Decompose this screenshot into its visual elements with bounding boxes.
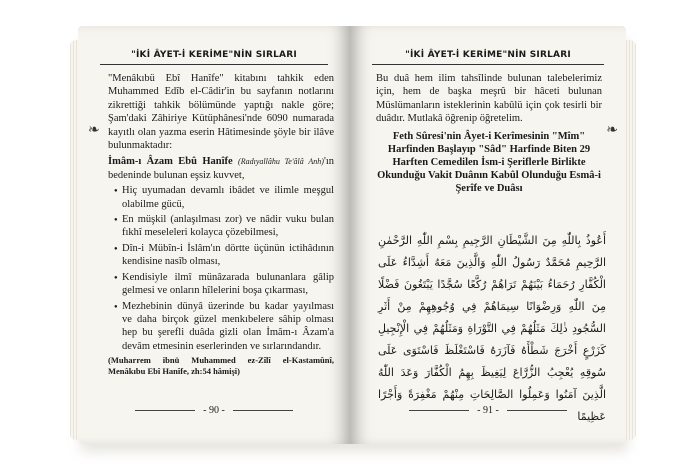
left-subhead: İmâm-ı Âzam Ebû Hanîfe xyxy=(108,156,233,168)
left-header-rule xyxy=(100,64,328,65)
right-arabic-prayer: أَعُوذُ بِاللّٰهِ مِنَ الشَّيْطَانِ الرَّجِيمِ بِسْمِ اللّٰهِ الرَّحْمٰنِ الرَّحِيمِ مُحَمَّدٌ رَسُولُ اللّٰهِ وَالَّذِينَ مَعَهُ أَشِدَّاءُ عَلَى الْكُفَّارِ رُحَمَاءُ بَيْنَهُمْ تَرَاهُمْ رُكَّعًا سُجَّدًا يَبْتَغُونَ فَضْلًا مِنَ اللّٰهِ وَرِضْوَانًا سِيمَاهُمْ فِي وُجُوهِهِمْ مِنْ أَثَرِ السُّجُودِ ذٰلِكَ مَثَلُهُمْ فِي التَّوْرَاةِ وَمَثَلُهُمْ فِي الْإِنْجِيلِ كَزَرْعٍ أَخْرَجَ شَطْأَهُ فَآزَرَهُ فَاسْتَغْلَظَ فَاسْتَوَى عَلَى سُوقِهِ يُعْجِبُ الزُّرَّاعَ لِيَغِيظَ بِهِمُ الْكُفَّارَ وَعَدَ اللّٰهُ الَّذِينَ آمَنُوا وَعَمِلُوا الصَّالِحَاتِ مِنْهُمْ مَغْفِرَةً وَأَجْرًا عَظِيمًا xyxy=(378,234,606,423)
right-page-body xyxy=(376,72,602,195)
right-page xyxy=(350,26,626,444)
left-subhead-line xyxy=(108,155,334,182)
left-intro-paragraph: "Menâkıbü Ebî Hanîfe" kitabını tahkik eden Muhammed Edîb el-Câdir'in bu sayfanın notlarını zikrettiği tahkik bölümünde yaptığı nakle göre; Şam'daki Zâhiriye Kütüphânesi'nde 6090 numarada kayıtlı olan yazma eserin Hâtimesinde şöyle bir ilâve bulunmaktadır: xyxy=(108,73,334,152)
left-ornament-icon: ❧ xyxy=(88,122,100,138)
left-citation: (Muharrem ibnü Muhammed ez-Zîlî el-Kastamûnî, Menâkıbu Ebî Hanîfe, zh:54 hâmişi) xyxy=(108,355,334,377)
right-page-number: - 91 - xyxy=(350,405,626,416)
left-page-body xyxy=(108,72,334,377)
left-bullet-4: ● Kendisiyle ilmî münâzarada bulunanlara gâlip gelmesi ve onların hîlelerini boşa çıkarması, xyxy=(108,271,334,298)
right-section-title: Feth Sûresi'nin Âyet-i Kerîmesinin "Mîm" Harfinden Başlayıp "Sâd" Harfinde Biten 29 Harften Cemedilen İsm-i Şeriflerle Birlikte Okunduğu Vakit Duânın Kabûl Olunduğu Esmâ-i Şerîfe ve Duâsı xyxy=(377,130,601,194)
right-running-header: "İKİ ÂYET-İ KERİME"NİN SIRLARI xyxy=(405,50,571,60)
left-subhead-rest: 'ın bedeninde bulunan eşsiz kuvvet, xyxy=(108,156,335,181)
right-header-rule xyxy=(372,64,604,65)
left-bullet-3: ● Dîn-i Mübîn-i İslâm'ın dörtte üçünün ictihâdının kendisine nasîb olması, xyxy=(108,242,334,269)
left-bullet-1: ● Hiç uyumadan devamlı ibâdet ve ilimle meşgul olabilme gücü, xyxy=(108,184,334,211)
left-page-number: - 90 - xyxy=(78,405,350,416)
left-subhead-note: (Radıyallâhu Te'âlâ Anh) xyxy=(238,157,324,167)
right-intro-paragraph: Bu duâ hem ilim tahsîlinde bulunan talebelerimiz için, hem de başka meşrû bir hâceti bulunan Müslümanların isteklerinin kabûlü için çok tesirli bir duâdır. Mutlakâ öğrenip öğretelim. xyxy=(376,73,602,125)
left-bullet-5: ● Mezhebinin dünyâ üzerinde bu kadar yayılması ve daha birçok güzel menkıbelere sâhip olması hep bu şerefli duâda gizli olan İmâm-ı Âzam'a devâm etmesinin eserlerinden ve sırlarındandır. xyxy=(108,300,334,354)
left-page xyxy=(78,26,350,444)
right-page-edges xyxy=(626,40,636,440)
left-bullet-2: ● En müşkil (anlaşılması zor) ve nâdir vuku bulan fıkhî meseleleri kolayca çözebilmesi, xyxy=(108,213,334,240)
right-ornament-icon: ❧ xyxy=(606,122,618,138)
left-running-header: "İKİ ÂYET-İ KERİME"NİN SIRLARI xyxy=(131,50,297,60)
